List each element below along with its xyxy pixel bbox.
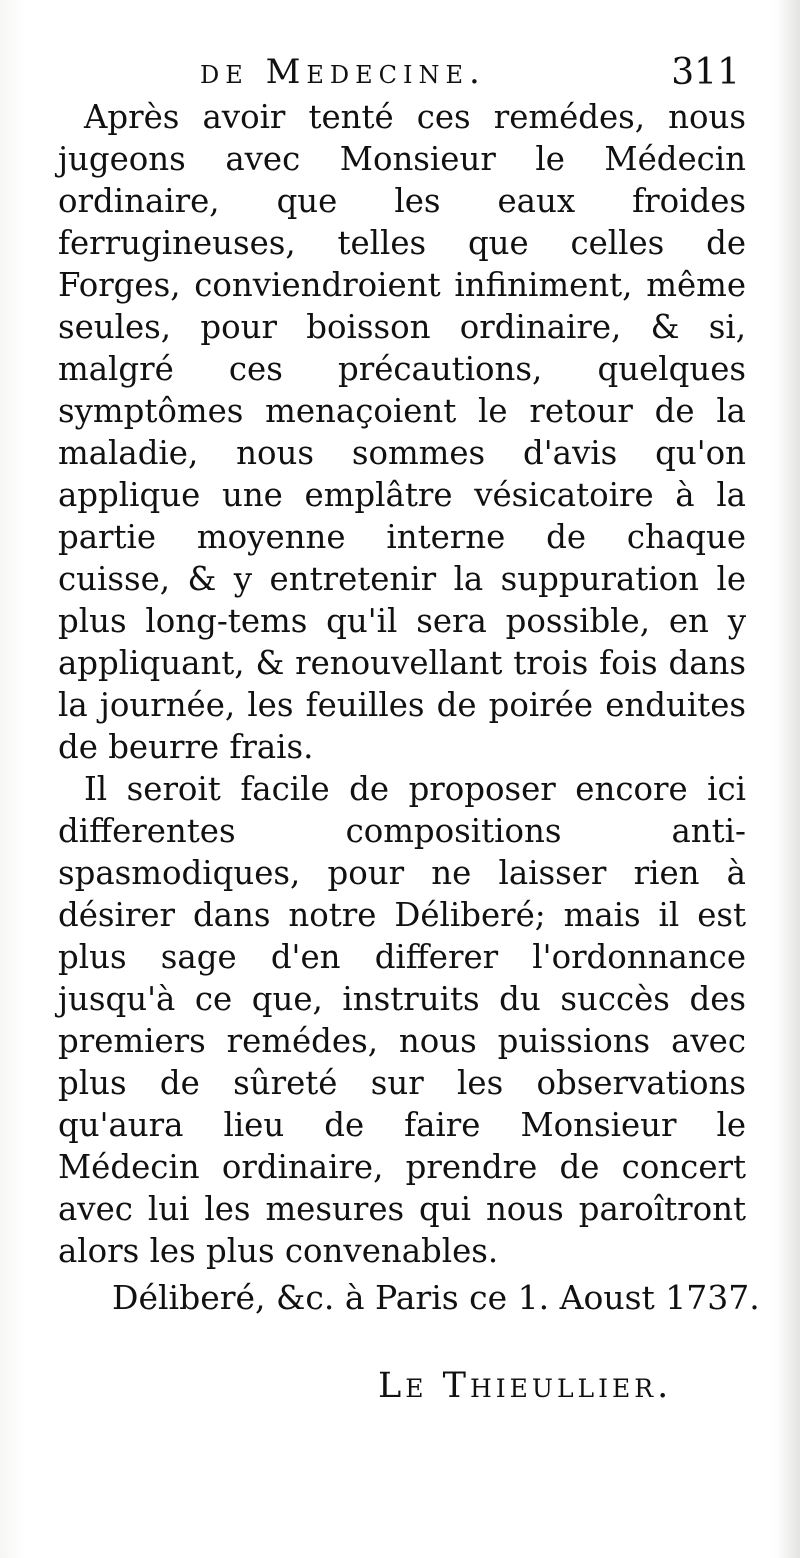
page-edge-shadow <box>778 0 800 1558</box>
running-title: de Medecine. <box>200 52 486 92</box>
main-text <box>58 96 746 1272</box>
page-header <box>200 52 740 102</box>
paragraph-compositions: Il seroit facile de proposer encore ici differentes compositions anti-spasmodiques, pour ne laisser rien à désirer dans notre Déliberé; mais il est plus sage d'en differer l'ordonnance jusqu'à ce que, instruits du succès des premiers remédes, nous puissions avec plus de sûreté sur les observations qu'aura lieu de faire Monsieur le Médecin ordinaire, prendre de concert avec lui les mesures qui nous paroîtront alors les plus convenables. <box>58 770 746 1270</box>
signature: Le Thieullier. <box>378 1366 673 1406</box>
closing-line: Déliberé, &c. à Paris ce 1. Aoust 1737. <box>112 1278 760 1317</box>
page-number: 311 <box>671 52 740 93</box>
paragraph-treatment: Après avoir tenté ces remédes, nous jugeons avec Monsieur le Médecin ordinaire, que les eaux froides ferrugineuses, telles que celles de Forges, conviendroient infiniment, même seules, pour boisson ordinaire, & si, malgré ces précautions, quelques symptômes menaçoient le retour de la maladie, nous sommes d'avis qu'on applique une emplâtre vésicatoire à la partie moyenne interne de chaque cuisse, & y entretenir la suppuration le plus long-tems qu'il sera possible, en y appliquant, & renouvellant trois fois dans la journée, les feuilles de poirée enduites de beurre frais. <box>58 98 746 766</box>
